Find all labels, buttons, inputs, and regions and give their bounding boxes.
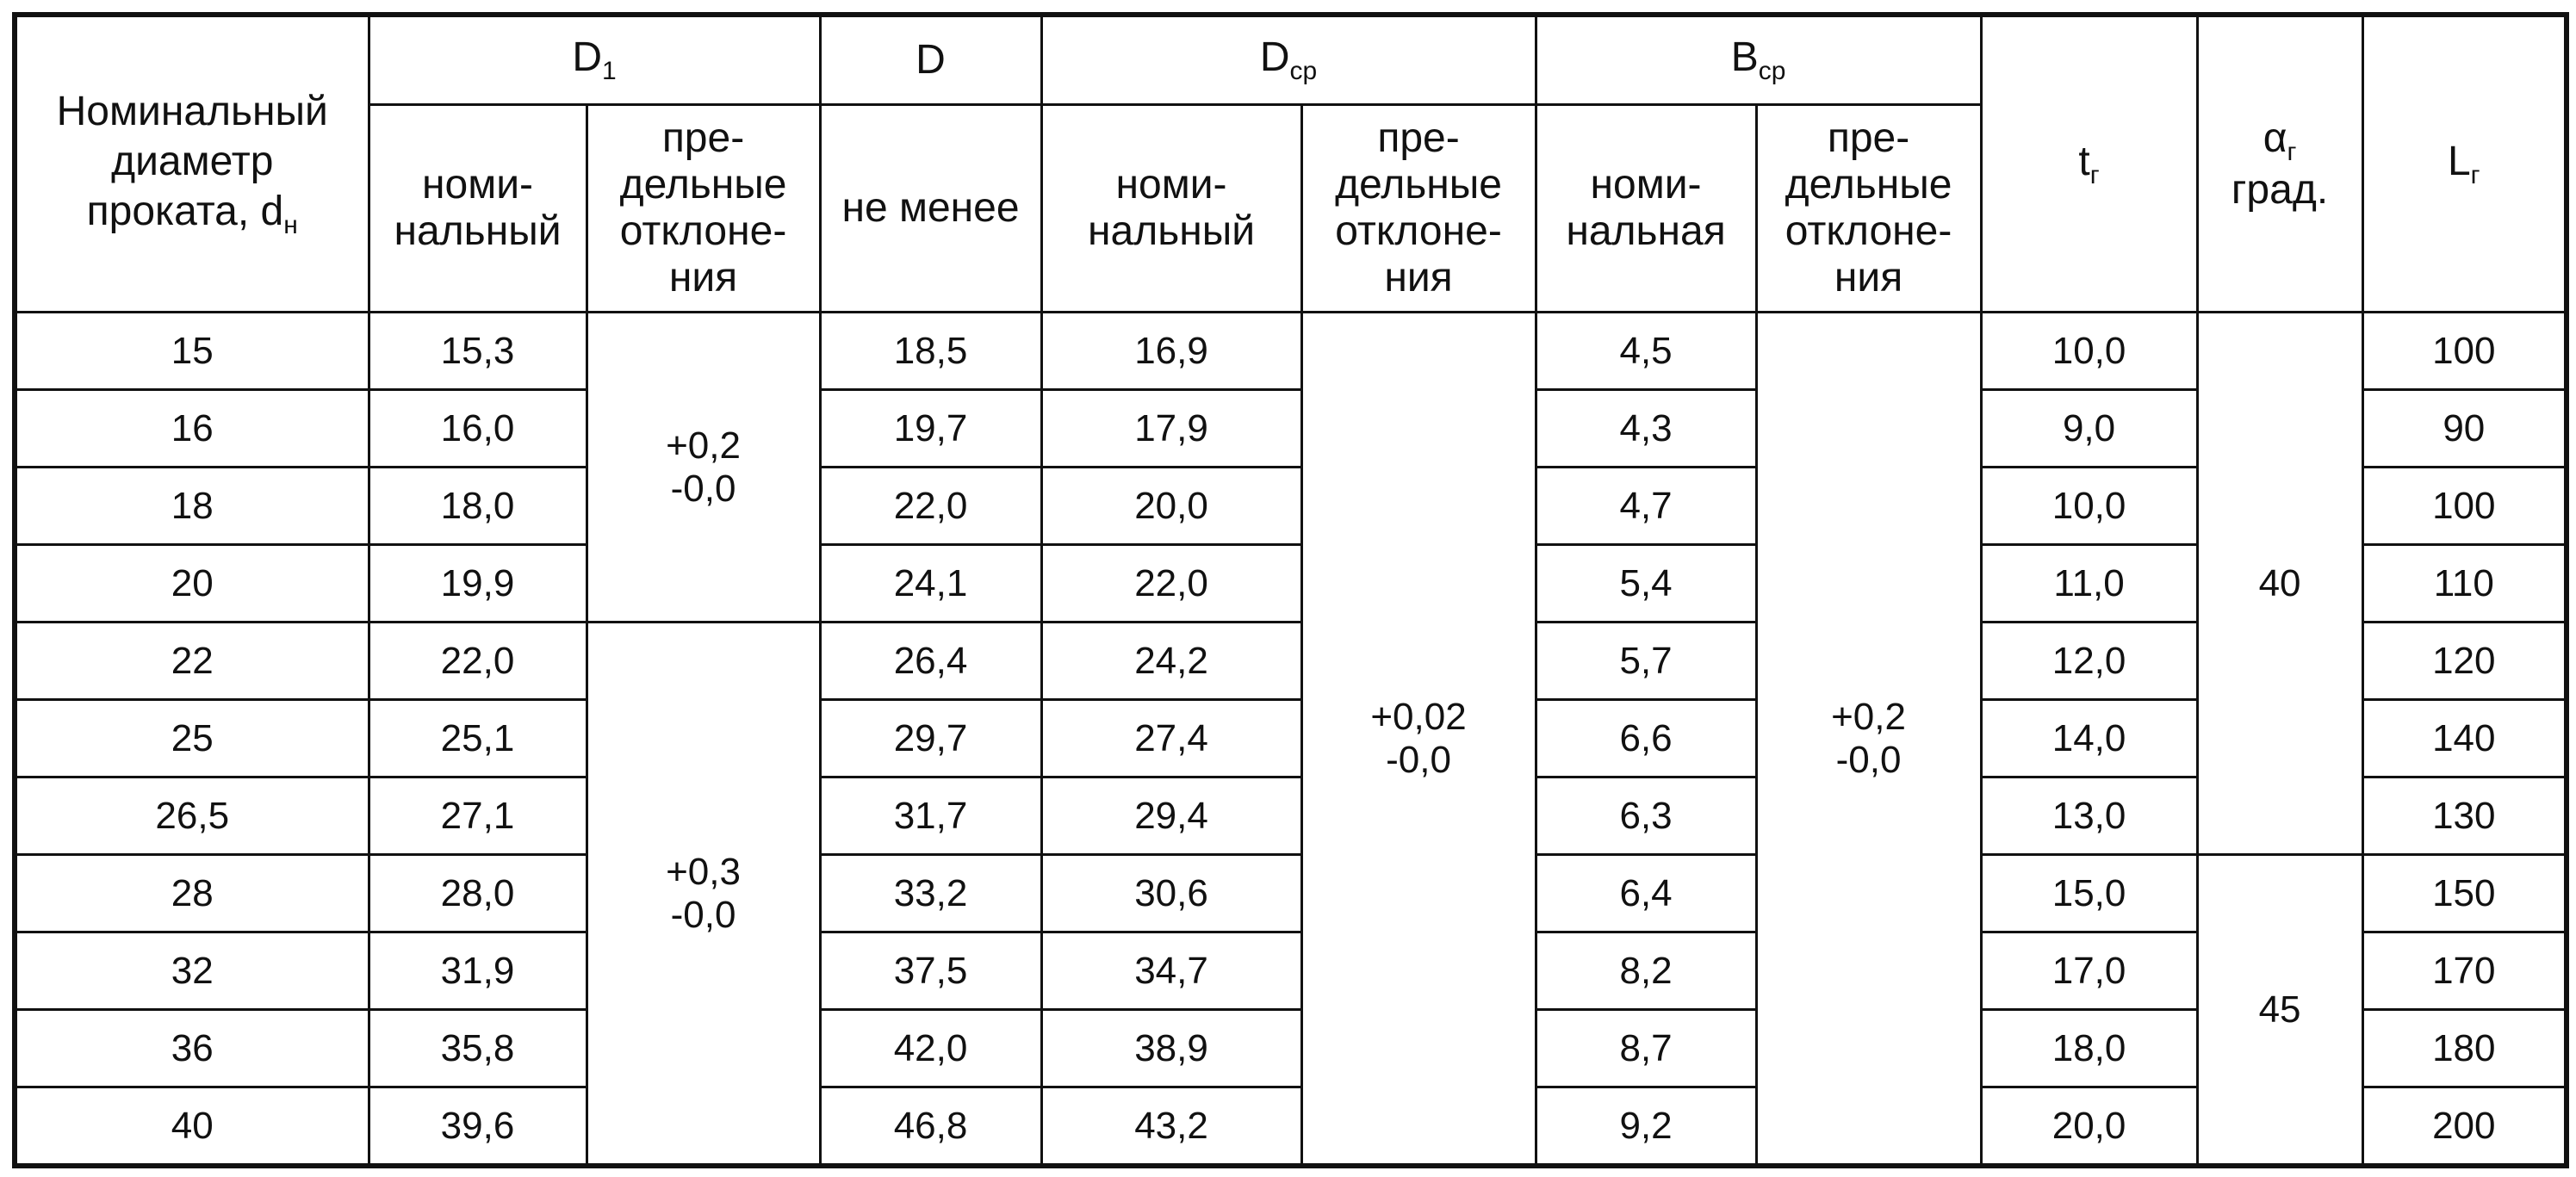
header-tg-symbol: t xyxy=(2078,138,2090,184)
cell-bcp: 6,6 xyxy=(1536,700,1756,777)
header-d1-dev-line3: отклоне- xyxy=(619,208,787,254)
cell-d1: 22,0 xyxy=(369,623,587,700)
header-group-dcp xyxy=(1041,15,1536,105)
dimensions-table xyxy=(12,12,2569,1168)
cell-d: 37,5 xyxy=(820,932,1041,1010)
header-dcp-dev-line1: пре- xyxy=(1377,115,1460,161)
cell-tg: 17,0 xyxy=(1981,932,2197,1010)
header-dcp-dev-line2: дельные xyxy=(1335,162,1502,208)
cell-tg: 10,0 xyxy=(1981,313,2197,390)
cell-d: 42,0 xyxy=(820,1010,1041,1087)
cell-dn: 18 xyxy=(15,468,369,545)
cell-lg: 100 xyxy=(2362,468,2567,545)
header-d1-dev-line1: пре- xyxy=(661,115,745,161)
cell-bcp: 5,7 xyxy=(1536,623,1756,700)
tol-plus: +0,2 xyxy=(1831,695,1906,738)
cell-bcp: 6,3 xyxy=(1536,777,1756,855)
header-lg xyxy=(2362,15,2567,313)
cell-lg: 150 xyxy=(2362,855,2567,932)
cell-d: 22,0 xyxy=(820,468,1041,545)
cell-d: 31,7 xyxy=(820,777,1041,855)
cell-dcp: 24,2 xyxy=(1041,623,1301,700)
header-alpha xyxy=(2197,15,2362,313)
cell-dcp: 16,9 xyxy=(1041,313,1301,390)
header-d-symbol: D xyxy=(916,37,946,83)
tol-minus: -0,0 xyxy=(670,893,736,936)
header-d1-subscript: 1 xyxy=(602,57,617,85)
header-dcp-nominal xyxy=(1041,105,1301,313)
cell-dcp: 30,6 xyxy=(1041,855,1301,932)
cell-dn: 40 xyxy=(15,1087,369,1167)
table-row xyxy=(15,1010,2567,1087)
cell-dcp: 29,4 xyxy=(1041,777,1301,855)
cell-lg: 100 xyxy=(2362,313,2567,390)
header-group-d1 xyxy=(369,15,820,105)
cell-bcp: 6,4 xyxy=(1536,855,1756,932)
cell-bcp: 8,7 xyxy=(1536,1010,1756,1087)
cell-alpha-b: 45 xyxy=(2197,855,2362,1167)
cell-d: 46,8 xyxy=(820,1087,1041,1167)
cell-dn: 25 xyxy=(15,700,369,777)
header-dcp-nominal-line2: нальный xyxy=(1087,208,1256,254)
cell-d: 19,7 xyxy=(820,390,1041,468)
header-bcp-dev-line1: пре- xyxy=(1827,115,1910,161)
header-dn-subscript: н xyxy=(283,210,298,239)
header-group-d xyxy=(820,15,1041,105)
cell-d1: 19,9 xyxy=(369,545,587,623)
header-alpha-subscript: г xyxy=(2287,137,2297,166)
cell-d1: 28,0 xyxy=(369,855,587,932)
header-d1-dev-line4: ния xyxy=(668,255,738,300)
header-dcp-subscript: ср xyxy=(1289,57,1318,85)
cell-d1: 27,1 xyxy=(369,777,587,855)
cell-dn: 22 xyxy=(15,623,369,700)
cell-dcp: 20,0 xyxy=(1041,468,1301,545)
header-tg xyxy=(1981,15,2197,313)
cell-lg: 140 xyxy=(2362,700,2567,777)
header-bcp-symbol: B xyxy=(1730,34,1759,80)
tol-plus: +0,3 xyxy=(666,850,741,893)
header-dn-line3: проката, d xyxy=(86,188,284,234)
header-d1-nominal xyxy=(369,105,587,313)
cell-d1-tolerance-b xyxy=(587,623,820,1167)
cell-d: 24,1 xyxy=(820,545,1041,623)
header-d1-deviation xyxy=(587,105,820,313)
cell-tg: 18,0 xyxy=(1981,1010,2197,1087)
cell-dn: 15 xyxy=(15,313,369,390)
tol-minus: -0,0 xyxy=(1835,738,1902,781)
cell-d1: 35,8 xyxy=(369,1010,587,1087)
table-row xyxy=(15,1087,2567,1167)
header-tg-subscript: г xyxy=(2089,160,2100,189)
cell-tg: 15,0 xyxy=(1981,855,2197,932)
header-d1-dev-line2: дельные xyxy=(619,162,787,208)
cell-d1: 25,1 xyxy=(369,700,587,777)
cell-d1: 39,6 xyxy=(369,1087,587,1167)
header-dcp-dev-line4: ния xyxy=(1384,255,1453,300)
cell-tg: 10,0 xyxy=(1981,468,2197,545)
header-bcp-dev-line3: отклоне- xyxy=(1785,208,1952,254)
header-d-min-label: не менее xyxy=(841,185,1020,231)
header-bcp-subscript: ср xyxy=(1758,57,1786,85)
cell-dn: 26,5 xyxy=(15,777,369,855)
cell-dn: 28 xyxy=(15,855,369,932)
cell-dn: 32 xyxy=(15,932,369,1010)
header-nominal-diameter xyxy=(15,15,369,313)
table-row xyxy=(15,700,2567,777)
table-row xyxy=(15,932,2567,1010)
cell-lg: 90 xyxy=(2362,390,2567,468)
cell-dn: 16 xyxy=(15,390,369,468)
tol-minus: -0,0 xyxy=(670,467,736,510)
cell-bcp: 4,5 xyxy=(1536,313,1756,390)
cell-d: 29,7 xyxy=(820,700,1041,777)
header-bcp-dev-line2: дельные xyxy=(1785,162,1952,208)
cell-bcp: 8,2 xyxy=(1536,932,1756,1010)
cell-d: 18,5 xyxy=(820,313,1041,390)
cell-bcp: 4,3 xyxy=(1536,390,1756,468)
cell-dcp: 43,2 xyxy=(1041,1087,1301,1167)
cell-lg: 110 xyxy=(2362,545,2567,623)
table-row xyxy=(15,777,2567,855)
cell-dcp: 34,7 xyxy=(1041,932,1301,1010)
header-bcp-nominal-line2: нальная xyxy=(1566,208,1726,254)
header-alpha-symbol: α xyxy=(2263,115,2287,161)
header-bcp-dev-line4: ния xyxy=(1834,255,1903,300)
cell-alpha-a: 40 xyxy=(2197,313,2362,855)
header-dcp-dev-line3: отклоне- xyxy=(1335,208,1502,254)
cell-bcp: 5,4 xyxy=(1536,545,1756,623)
header-alpha-unit: град. xyxy=(2231,166,2329,213)
tol-plus: +0,2 xyxy=(666,424,741,467)
header-dcp-symbol: D xyxy=(1259,34,1290,80)
cell-tg: 9,0 xyxy=(1981,390,2197,468)
cell-d1: 18,0 xyxy=(369,468,587,545)
header-lg-subscript: г xyxy=(2470,160,2480,189)
cell-tg: 20,0 xyxy=(1981,1087,2197,1167)
cell-d1: 16,0 xyxy=(369,390,587,468)
table-row xyxy=(15,313,2567,390)
cell-dcp-tolerance xyxy=(1301,313,1536,1167)
cell-d: 33,2 xyxy=(820,855,1041,932)
cell-tg: 14,0 xyxy=(1981,700,2197,777)
cell-dn: 36 xyxy=(15,1010,369,1087)
header-d1-nominal-line1: номи- xyxy=(422,162,533,208)
header-d1-symbol: D xyxy=(572,34,602,80)
table-row xyxy=(15,390,2567,468)
cell-d1: 31,9 xyxy=(369,932,587,1010)
tol-minus: -0,0 xyxy=(1386,738,1451,781)
cell-lg: 200 xyxy=(2362,1087,2567,1167)
header-d1-nominal-line2: нальный xyxy=(394,208,562,254)
cell-tg: 12,0 xyxy=(1981,623,2197,700)
header-d-min xyxy=(820,105,1041,313)
cell-tg: 11,0 xyxy=(1981,545,2197,623)
cell-lg: 120 xyxy=(2362,623,2567,700)
cell-tg: 13,0 xyxy=(1981,777,2197,855)
table-row xyxy=(15,623,2567,700)
table-row xyxy=(15,855,2567,932)
tol-plus: +0,02 xyxy=(1370,695,1467,738)
header-bcp-deviation xyxy=(1756,105,1981,313)
header-dn-line1: Номинальный xyxy=(56,88,328,134)
cell-dn: 20 xyxy=(15,545,369,623)
table-row xyxy=(15,468,2567,545)
cell-d1: 15,3 xyxy=(369,313,587,390)
header-dcp-deviation xyxy=(1301,105,1536,313)
header-bcp-nominal xyxy=(1536,105,1756,313)
cell-d: 26,4 xyxy=(820,623,1041,700)
header-dcp-nominal-line1: номи- xyxy=(1115,162,1227,208)
cell-lg: 170 xyxy=(2362,932,2567,1010)
header-lg-symbol: L xyxy=(2447,138,2471,184)
cell-lg: 130 xyxy=(2362,777,2567,855)
header-group-bcp xyxy=(1536,15,1981,105)
header-dn-line2: диаметр xyxy=(111,138,274,184)
cell-bcp: 9,2 xyxy=(1536,1087,1756,1167)
cell-dcp: 38,9 xyxy=(1041,1010,1301,1087)
header-bcp-nominal-line1: номи- xyxy=(1590,162,1702,208)
cell-dcp: 27,4 xyxy=(1041,700,1301,777)
cell-d1-tolerance-a xyxy=(587,313,820,623)
cell-lg: 180 xyxy=(2362,1010,2567,1087)
cell-dcp: 22,0 xyxy=(1041,545,1301,623)
table-row xyxy=(15,545,2567,623)
cell-bcp-tolerance xyxy=(1756,313,1981,1167)
cell-dcp: 17,9 xyxy=(1041,390,1301,468)
cell-bcp: 4,7 xyxy=(1536,468,1756,545)
